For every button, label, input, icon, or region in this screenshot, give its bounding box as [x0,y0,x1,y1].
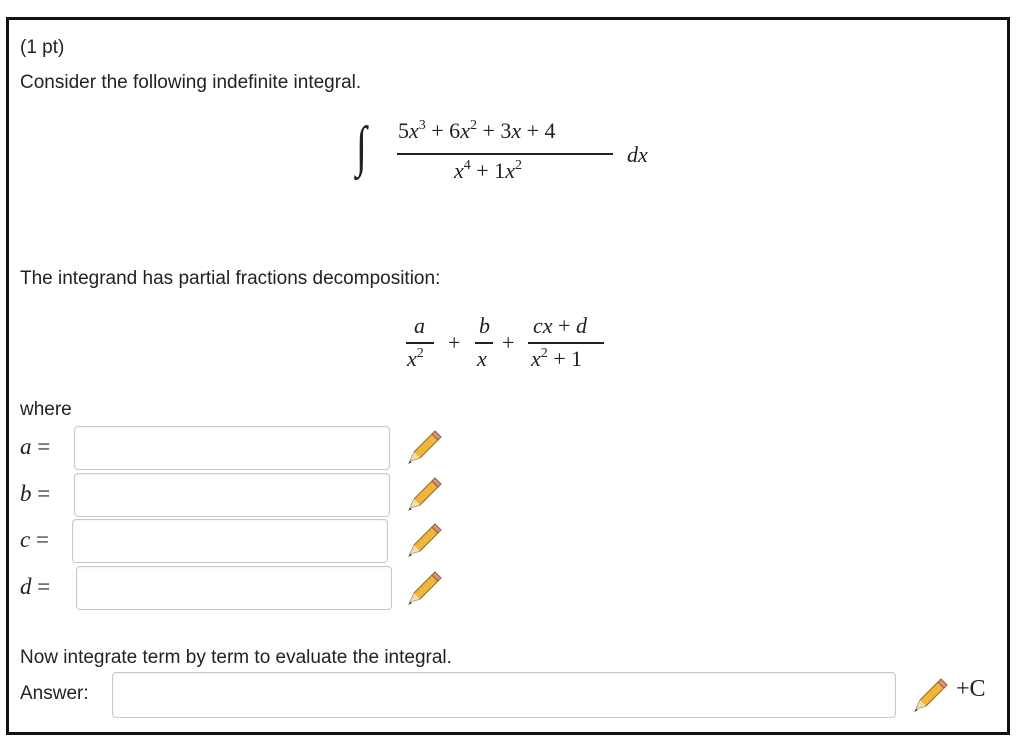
coef-c-label: c = [20,527,49,552]
where-label: where [20,399,72,420]
pencil-icon[interactable] [404,521,442,559]
pencil-icon[interactable] [910,676,948,714]
plus-sign-1: + [448,330,461,355]
coef-d-input[interactable] [77,567,391,609]
answer-field[interactable] [112,672,896,718]
plus-c-constant: +C [956,676,986,702]
integral-numerator: $5x^3 + 6x^2 + 3x + 4$ [398,118,556,143]
coef-c-field[interactable] [72,519,388,563]
coef-b-label: b = [20,481,51,506]
coef-a-label: a = [20,434,51,459]
coef-a-input[interactable] [75,427,389,469]
coef-c-input[interactable] [73,520,387,562]
term2-bar [475,342,493,344]
pencil-icon[interactable] [404,428,442,466]
term3-numerator: cx + d [533,313,587,338]
points-label: (1 pt) [20,37,65,58]
integral-fraction-bar [397,153,613,155]
coef-b-field[interactable] [74,473,390,517]
term1-denominator: $x^2$ [407,346,424,371]
term2-numerator: b [479,313,490,338]
integral-denominator: $x^4 + 1x^2$ [454,158,522,183]
coef-d-field[interactable] [76,566,392,610]
coef-b-input[interactable] [75,474,389,516]
term1-numerator: a [414,313,425,338]
term3-denominator: $x^2 + 1$ [531,346,583,371]
pencil-icon[interactable] [404,475,442,513]
coef-d-label: d = [20,574,51,599]
term2-denominator: x [477,346,487,371]
term1-bar [406,342,434,344]
integral-sign: ∫ [356,116,367,178]
answer-input[interactable] [113,673,895,717]
answer-label: Answer: [20,683,89,704]
term3-bar [528,342,604,344]
plus-sign-2: + [502,330,515,355]
pencil-icon[interactable] [404,569,442,607]
intro-text: Consider the following indefinite integral. [20,72,362,93]
pf-intro-text: The integrand has partial fractions decomposition: [20,268,441,289]
coef-a-field[interactable] [74,426,390,470]
integrate-prompt: Now integrate term by term to evaluate the integral. [20,647,452,668]
integral-dx: dx [627,142,648,167]
